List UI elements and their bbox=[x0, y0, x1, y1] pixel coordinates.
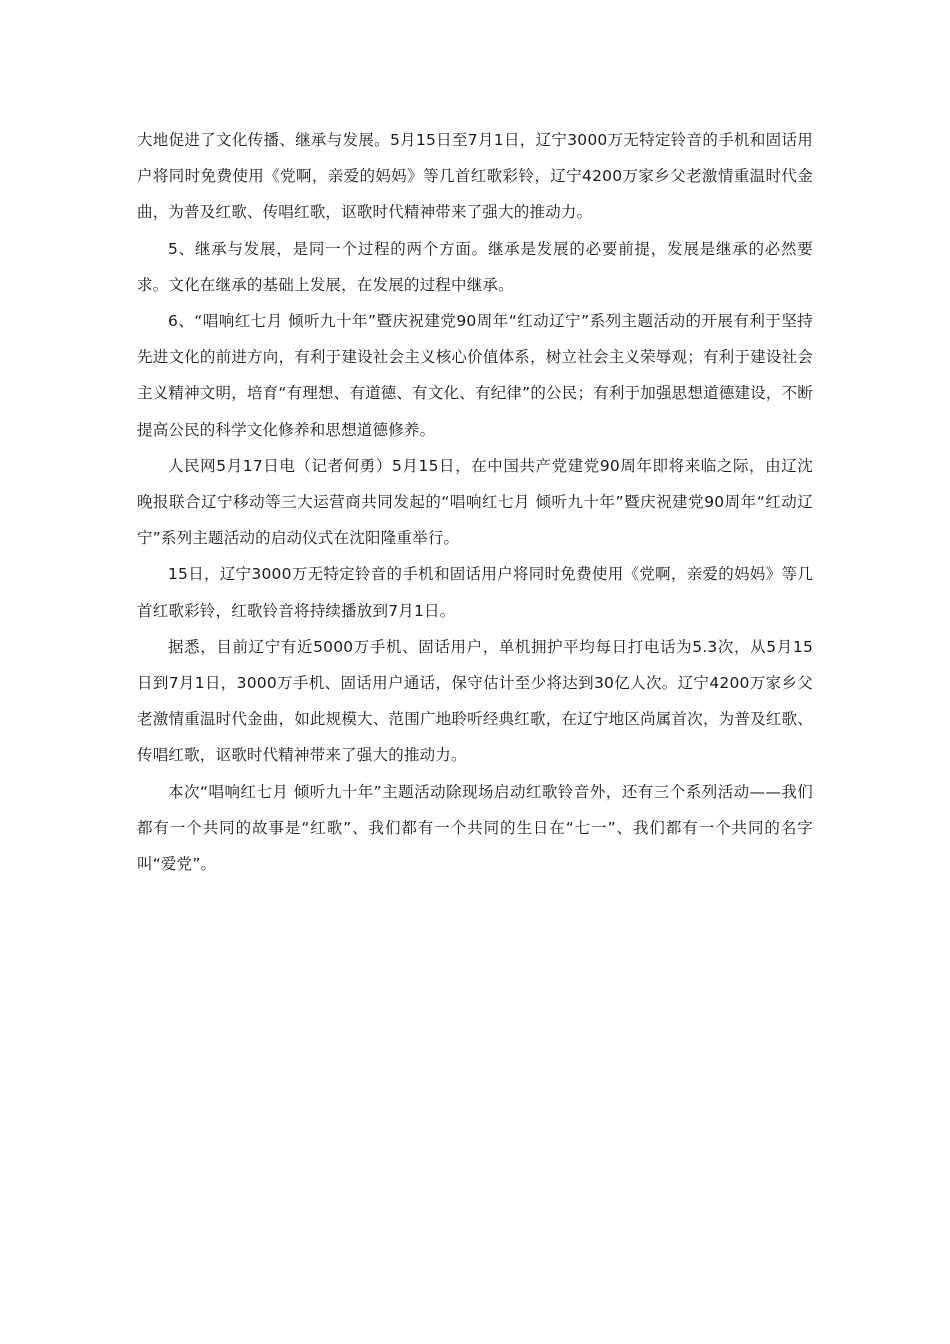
paragraph-ringtone: 15日，辽宁3000万无特定铃音的手机和固话用户将同时免费使用《党啊，亲爱的妈妈》等几首红歌彩铃，红歌铃音将持续播放到7月1日。 bbox=[137, 565, 813, 620]
paragraph-series-activities: 本次“唱响红七月 倾听九十年”主题活动除现场启动红歌铃音外，还有三个系列活动——我们都有一个共同的故事是“红歌”、我们都有一个共同的生日在“七一”、我们都有一个共同的名字叫“爱党”。 bbox=[137, 782, 813, 874]
paragraph-news-lead: 人民网5月17日电（记者何勇）5月15日，在中国共产党建党90周年即将来临之际，由辽沈晚报联合辽宁移动等三大运营商共同发起的“唱响红七月 倾听九十年”暨庆祝建党90周年“红动辽宁”系列主题活动的启动仪式在沈阳隆重举行。 bbox=[137, 456, 813, 548]
paragraph-continuation: 大地促进了文化传播、继承与发展。5月15日至7月1日，辽宁3000万无特定铃音的手机和固话用户将同时免费使用《党啊，亲爱的妈妈》等几首红歌彩铃，辽宁4200万家乡父老激情重温时代金曲，为普及红歌、传唱红歌，讴歌时代精神带来了强大的推动力。 bbox=[137, 131, 813, 222]
paragraph-point-6: 6、“唱响红七月 倾听九十年”暨庆祝建党90周年“红动辽宁”系列主题活动的开展有利于坚持先进文化的前进方向，有利于建设社会主义核心价值体系，树立社会主义荣辱观；有利于建设社会主义精神文明，培育“有理想、有道德、有文化、有纪律”的公民；有利于加强思想道德建设，不断提高公民的科学文化修养和思想道德修养。 bbox=[137, 312, 813, 439]
paragraph-statistics: 据悉，目前辽宁有近5000万手机、固话用户，单机拥护平均每日打电话为5.3次，从5月15日到7月1日，3000万手机、固话用户通话，保守估计至少将达到30亿人次。辽宁4200万家乡父老激情重温时代金曲，如此规模大、范围广地聆听经典红歌，在辽宁地区尚属首次，为普及红歌、传唱红歌，讴歌时代精神带来了强大的推动力。 bbox=[137, 637, 813, 765]
document-body bbox=[137, 122, 813, 882]
paragraph-point-5: 5、继承与发展，是同一个过程的两个方面。继承是发展的必要前提，发展是继承的必然要求。文化在继承的基础上发展，在发展的过程中继承。 bbox=[137, 239, 813, 294]
